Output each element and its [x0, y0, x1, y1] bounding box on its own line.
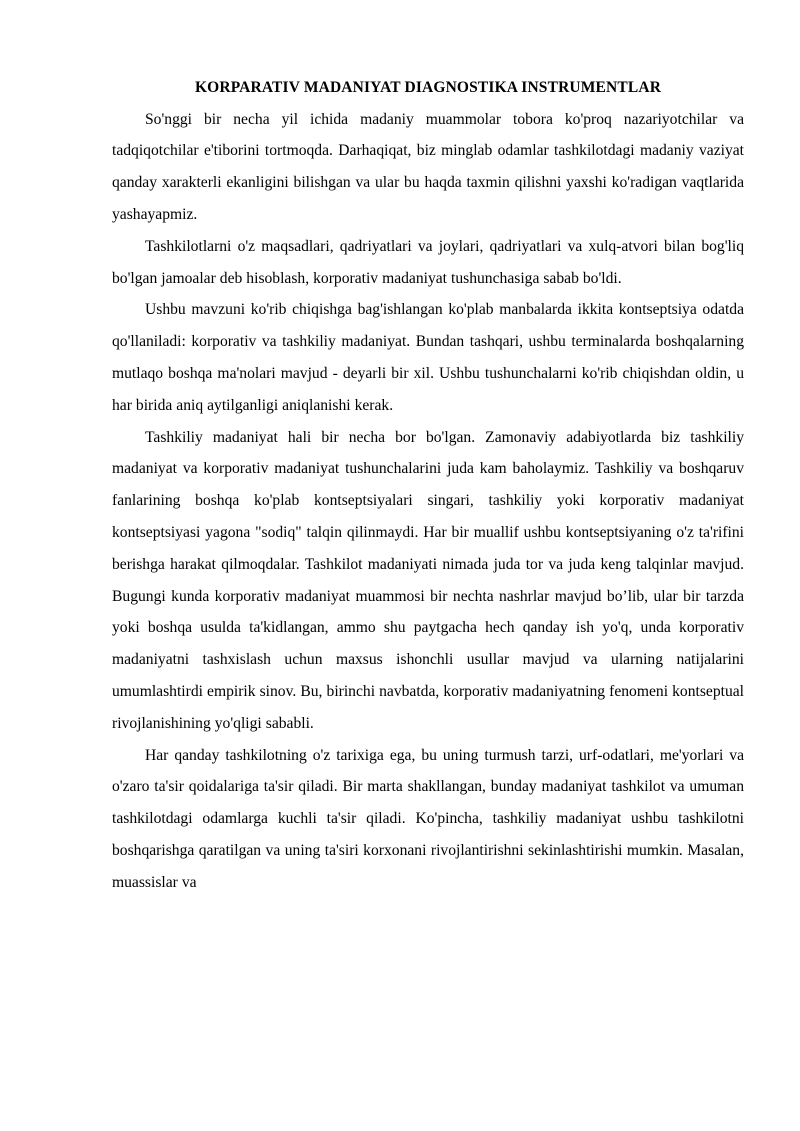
body-paragraph-1: So'nggi bir necha yil ichida madaniy muammolar tobora ko'proq nazariyotchilar va tadqiqotchilar e'tiborini tortmoqda. Darhaqiqat, biz minglab odamlar tashkilotdagi madaniy vaziyat qanday xarakterli ekanligini bilishgan va ular bu haqda taxmin qilishni yaxshi ko'radigan vaqtlarida yashayapmiz. [112, 110, 744, 223]
body-paragraph-5: Har qanday tashkilotning o'z tarixiga ega, bu uning turmush tarzi, urf-odatlari, me'yorlari va o'zaro ta'sir qoidalariga ta'sir qiladi. Bir marta shakllangan, bunday madaniyat tashkilot va umuman tashkilotdagi odamlarga kuchli ta'sir qiladi. Ko'pincha, tashkiliy madaniyat ushbu tashkilotni boshqarishga qaratilgan va uning ta'siri korxonani rivojlantirishni sekinlashtirishi mumkin. Masalan, muassislar va [112, 746, 744, 891]
body-paragraph-4: Tashkiliy madaniyat hali bir necha bor bo'lgan. Zamonaviy adabiyotlarda biz tashkiliy madaniyat va korporativ madaniyat tushunchalarini juda kam baholaymiz. Tashkiliy va boshqaruv fanlarining boshqa ko'plab kontseptsiyalari singari, tashkiliy yoki korporativ madaniyat kontseptsiyasi yagona "sodiq" talqin qilinmaydi. Har bir muallif ushbu kontseptsiyaning o'z ta'rifini berishga harakat qilmoqdalar. Tashkilot madaniyati nimada juda tor va juda keng talqinlar mavjud. Bugungi kunda korporativ madaniyat muammosi bir nechta nashrlar mavjud bo’lib, ular bir tarzda yoki boshqa usulda ta'kidlangan, ammo shu paytgacha hech qanday ish yo'q, unda korporativ madaniyatni tashxislash uchun maxsus ishonchli usullar mavjud va ularning natijalarini umumlashtirdi empirik sinov. Bu, birinchi navbatda, korporativ madaniyatning fenomeni kontseptual rivojlanishining yo'qligi sababli. [112, 428, 744, 732]
body-paragraph-2: Tashkilotlarni o'z maqsadlari, qadriyatlari va joylari, qadriyatlari va xulq-atvori bilan bog'liq bo'lgan jamoalar deb hisoblash, korporativ madaniyat tushunchasiga sabab bo'ldi. [112, 237, 744, 287]
document-content [112, 72, 744, 899]
page-title: KORPARATIV MADANIYAT DIAGNOSTIKA INSTRUMENTLAR [194, 79, 662, 96]
body-paragraph-3: Ushbu mavzuni ko'rib chiqishga bag'ishlangan ko'plab manbalarda ikkita kontseptsiya odatda qo'llaniladi: korporativ va tashkiliy madaniyat. Bundan tashqari, ushbu terminalarda boshqalarning mutlaqo boshqa ma'nolari mavjud - deyarli bir xil. Ushbu tushunchalarni ko'rib chiqishdan oldin, u har birida aniq aytilganligi aniqlanishi kerak. [112, 301, 744, 414]
